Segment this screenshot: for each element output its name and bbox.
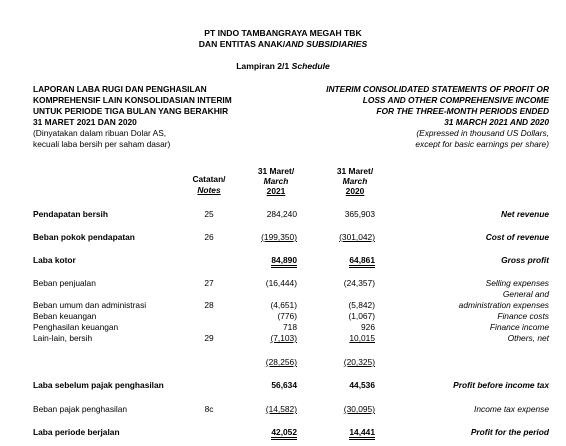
row-finance-income-en: Finance income: [489, 322, 549, 332]
row-revenue-2021: 284,240: [266, 209, 297, 219]
row-pbt-2020: 44,536: [349, 380, 375, 390]
row-cost-2021: (199,350): [261, 232, 297, 242]
row-cost-note: 26: [204, 232, 214, 242]
row-revenue-2020: 365,903: [344, 209, 375, 219]
row-pbt-2021: 56,634: [271, 380, 297, 390]
row-revenue-note: 25: [204, 209, 214, 219]
row-finance-cost-2021: (776): [277, 311, 297, 321]
row-others-2020: 10,015: [349, 333, 375, 343]
title-en-line-3: FOR THE THREE-MONTH PERIODS ENDED: [376, 106, 549, 116]
row-profit-2020: 14,441: [295, 427, 375, 437]
row-finance-cost-label: Beban keuangan: [33, 311, 97, 321]
row-subtotal-2020: (20,325): [343, 357, 375, 367]
row-general-2020: (5,842): [348, 300, 375, 310]
row-subtotal-2021: (28,256): [265, 357, 297, 367]
company-subsidiaries: DAN ENTITAS ANAK/AND SUBSIDIARIES: [198, 39, 368, 49]
row-tax-2021: (14,582): [265, 404, 297, 414]
row-finance-income-2020: 926: [361, 322, 375, 332]
row-general-en: administration expenses: [458, 300, 549, 310]
row-selling-note: 27: [204, 278, 214, 288]
note-id-line-1: (Dinyatakan dalam ribuan Dolar AS,: [33, 128, 167, 138]
col-2020-header-year: 2020: [345, 186, 365, 196]
row-selling-2021: (16,444): [265, 278, 297, 288]
col-2020-header-en: March: [342, 176, 368, 186]
title-id-line-1: LAPORAN LABA RUGI DAN PENGHASILAN: [33, 84, 207, 94]
row-tax-note: 8c: [204, 404, 214, 414]
note-id-line-2: kecuali laba bersih per saham dasar): [33, 139, 171, 149]
row-selling-2020: (24,357): [343, 278, 375, 288]
notes-header-id: Catatan/: [192, 174, 226, 184]
row-pbt-en: Profit before income tax: [453, 380, 549, 390]
row-tax-label: Beban pajak penghasilan: [33, 404, 128, 414]
row-revenue-label: Pendapatan bersih: [33, 209, 108, 219]
row-tax-en: Income tax expense: [474, 404, 549, 414]
row-gross-2020: 64,861: [295, 255, 375, 265]
row-others-2021: (7,103): [270, 333, 297, 343]
row-tax-2020: (30,095): [343, 404, 375, 414]
row-general-en-line-1: General and: [502, 289, 549, 299]
row-selling-en: Selling expenses: [485, 278, 549, 288]
row-finance-income-label: Penghasilan keuangan: [33, 322, 119, 332]
company-name: PT INDO TAMBANGRAYA MEGAH TBK: [204, 28, 362, 38]
row-profit-en: Profit for the period: [470, 427, 549, 437]
row-finance-income-2021: 718: [283, 322, 297, 332]
row-finance-cost-en: Finance costs: [497, 311, 549, 321]
row-revenue-en: Net revenue: [501, 209, 549, 219]
title-id-line-3: UNTUK PERIODE TIGA BULAN YANG BERAKHIR: [33, 106, 229, 116]
title-en-line-4: 31 MARCH 2021 AND 2020: [444, 117, 549, 127]
notes-header-en: Notes: [197, 185, 221, 195]
row-others-en: Others, net: [507, 333, 549, 343]
row-others-label: Lain-lain, bersih: [33, 333, 93, 343]
row-selling-label: Beban penjualan: [33, 278, 96, 288]
title-id-line-2: KOMPREHENSIF LAIN KONSOLIDASIAN INTERIM: [33, 95, 232, 105]
row-gross-label: Laba kotor: [33, 255, 76, 265]
row-cost-label: Beban pokok pendapatan: [33, 232, 135, 242]
title-id-line-4: 31 MARET 2021 DAN 2020: [33, 117, 137, 127]
note-en-line-2: except for basic earnings per share): [415, 139, 549, 149]
col-2020-header-id: 31 Maret/: [336, 166, 374, 176]
col-2021-header-year: 2021: [266, 186, 286, 196]
note-en-line-1: (Expressed in thousand US Dollars,: [416, 128, 549, 138]
row-cost-en: Cost of revenue: [485, 232, 549, 242]
row-general-2021: (4,651): [270, 300, 297, 310]
col-2021-header-en: March: [263, 176, 289, 186]
title-en-line-2: LOSS AND OTHER COMPREHENSIVE INCOME: [362, 95, 549, 105]
col-2021-header-id: 31 Maret/: [257, 166, 295, 176]
appendix-label: Lampiran 2/1 Schedule: [236, 61, 330, 71]
row-gross-2021: 84,890: [217, 255, 297, 265]
row-gross-en: Gross profit: [501, 255, 549, 265]
title-en-line-1: INTERIM CONSOLIDATED STATEMENTS OF PROFIT OR: [326, 84, 549, 94]
row-profit-label: Laba periode berjalan: [33, 427, 120, 437]
row-profit-2021: 42,052: [217, 427, 297, 437]
row-general-note: 28: [204, 300, 214, 310]
row-finance-cost-2020: (1,067): [348, 311, 375, 321]
row-pbt-label: Laba sebelum pajak penghasilan: [33, 380, 164, 390]
row-cost-2020: (301,042): [339, 232, 375, 242]
row-others-note: 29: [204, 333, 214, 343]
row-general-label: Beban umum dan administrasi: [33, 300, 147, 310]
